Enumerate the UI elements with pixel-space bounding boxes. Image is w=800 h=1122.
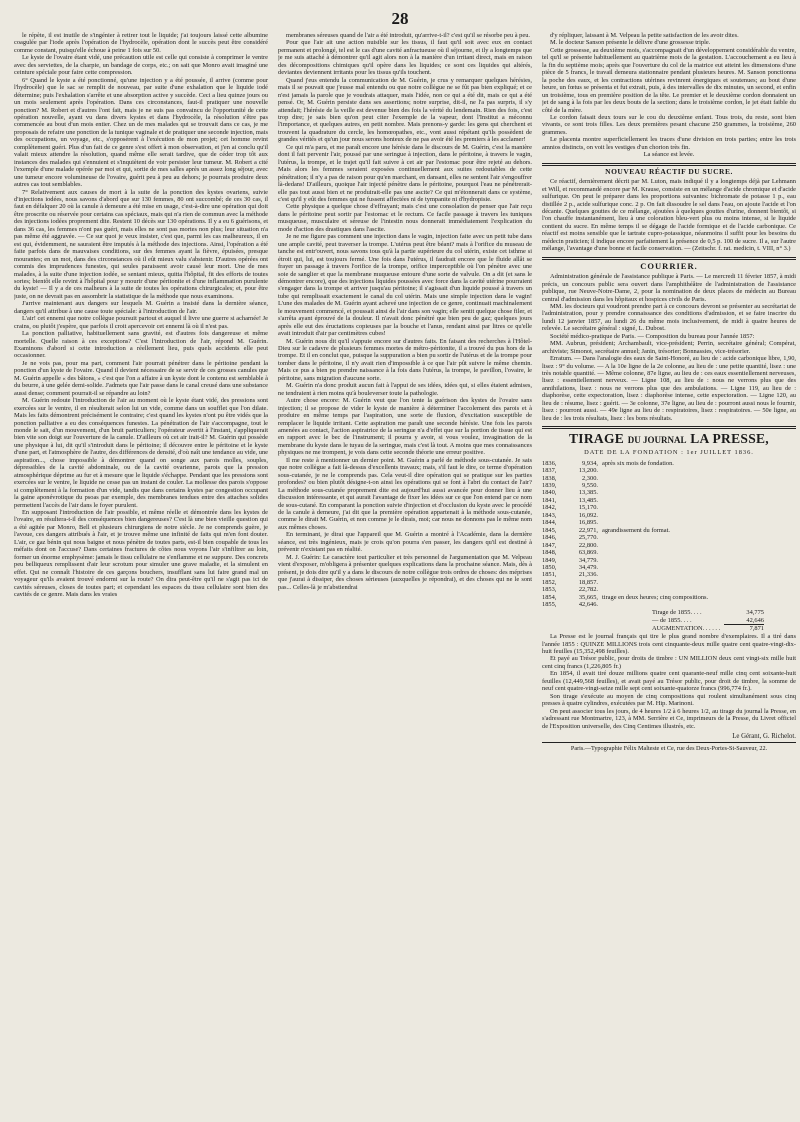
- courrier-heading: COURRIER.: [640, 260, 698, 271]
- tirage-summary: [542, 609, 796, 633]
- tirage-row: [542, 467, 796, 474]
- tirage-row: [542, 460, 796, 467]
- tirage-row: [542, 557, 796, 564]
- tirage-year: 1849,: [542, 556, 557, 564]
- tirage-title-b: DU JOURNAL: [627, 435, 687, 446]
- tirage-note: [602, 482, 796, 489]
- tirage-row: [542, 504, 796, 511]
- paragraph: Je ne me figure pas comment une injection dans le vagin, injection faite avec un petit tube dans une ample cavité, peut traverser la trompe. L'utérus peut être béant? mais à l'orifice du museau de tanche est entr'ouvert, nous savons tous qu'à la partie supérieure du col utérin, existe cet isthme si étroit qui, lui, est toujours fermé. Une fois dans l'utérus, il faudrait encore que le fluide allât se frayer un passage à travers l'orifice de la trompe, orifice imperceptible où l'on pénètre avec une soie de sanglier et que la membrane muqueuse entoure d'une sorte de valvule. On a dit (et sans le démontrer encore), que des injections liquides poussées avec force dans la cavité utérine pourraient s'engager dans la trompe et arriver jusqu'au péritoine; il s'agissait d'un liquide poussé à travers un tube qui remplissait exactement le canal du col utérin. Mais une simple injection dans le vagin! L'une des malades de M. Guérin ayant achevé une injection de ce genre, continuait machinalement le mouvement commencé, et poussait ainsi de l'air dans son vagin; elle sentit quelque chose filer, et s'arrêta ayant éprouvé de la douleur. Il n'avait donc pénétré que bien peu de gaz; quelques jours après elle eut des éructations copieuses par la bouche et l'anus, rendant ainsi par litres ce qu'elle avait introduit d'air par centimètres cubes!: [278, 233, 532, 338]
- tirage-row: [542, 542, 796, 549]
- augmentation-line: [652, 625, 796, 633]
- summary-label: Tirage de 1855. . . .: [652, 608, 702, 616]
- tirage-row: [542, 586, 796, 593]
- paragraph: J'arrive maintenant aux dangers sur lesquels M. Guérin a insisté dans la dernière séance, dangers qu'il attribue à une cause toute spéciale: à l'introduction de l'air.: [14, 300, 268, 315]
- tirage-row: [542, 497, 796, 504]
- tirage-year: 1855,: [542, 601, 557, 609]
- paragraph: 6° Quand le kyste a été ponctionné, qu'une injection y a été poussée, il arrive (comme pour l'hydrocèle) que le sac se remplit de nouveau, par suite d'une exhalation que le liquide iodé détermine; puis l'exhalation s'arrête et une absorption active y succède. Ceci a lieu quinze jours ou un mois seulement après l'opération. Dans ces circonstances, faut-il pratiquer une nouvelle ponction? M. Robert et d'autres l'ont fait, mais je ne suis pas convaincu de l'opportunité de cette opération nouvelle, ayant vu dans divers kystes et dans l'hydrocèle, la résolution s'être pas commencée au bout d'un mois entier. Chez un de mes malades qui se trouvait dans ce cas, je me proposais de refaire une ponction de la tunique vaginale et de pratiquer une seconde injection, mais des occupations, un voyage, etc., s'opposèrent à l'exécution de mon projet; cet homme revint complètement guéri. Plus d'un fait de ce genre s'est offert à mon observation, et j'en ai conclu qu'il valait mieux attendre la résolution, quand même elle serait tardive, que de céder trop tôt aux instances des malades qui s'ennuient et s'inquiètent de voir persister leur tumeur. M. Robert a cité l'exemple d'une malade opérée par moi et qui, sortie de mes salles après un assez long séjour, avec une tumeur encore volumineuse de l'ovaire, guérit peu à peu au dehors; je pourrais produire deux autres cas tout semblables.: [14, 76, 268, 189]
- tirage-note: [602, 564, 796, 571]
- tirage-value: 35,665,: [578, 593, 598, 601]
- paragraph: En terminant, je dirai que l'appareil que M. Guérin a montré à l'Académie, dans la dernière séance, est très ingénieux, mais je crois qu'on pourra s'en passer, les dangers qu'il est destiné à prévenir n'existant pas en réalité.: [278, 531, 532, 554]
- tirage-paragraph: En 1854, il avait tiré douze millions quatre cent quarante-neuf mille cinq cent soixante-huit feuilles (12,449,568 feuilles), et avait payé au Trésor public, pour droit de timbre, la somme de neuf cent quatre-vingt-seize mille sept cent soixante-quatorze francs (996,774 fr.).: [542, 670, 796, 693]
- paragraph: Quand j'eus entendu la communication de M. Guérin, je crus y remarquer quelques hérésies, mais il se pouvait que j'eusse mal entendu ou que notre collègue ne se fût pas bien expliqué; et ce n'est jamais la parole que je voudrais attaquer, mais l'idée, non ce qui a été dit, mais ce qui a été pensé. Or, M. Guérin persiste dans ses assertions; notre surprise, dit-il, ne l'a pas surpris, il s'y attendait; l'hérésie de la veille est devenue bien des fois la vérité du lendemain. Rien des fois, c'est trop dire; je sais bien qu'on peut citer l'exemple de la vapeur, dont l'Institut a méconnu l'importance, et quelques autres, en petit nombre. Mais prenons-y garde: les gens qui cherchent et trouvent la quadrature du cercle, les homœopathes, etc., vont aussi répétant qu'ils possèdent de grandes vérités et qu'un jour nous serons honteux de ne pas avoir été les premiers à les acclamer!: [278, 76, 532, 144]
- paragraph: Ce qui m'a paru, et me paraît encore une hérésie dans le discours de M. Guérin, c'est la manière dont il fait pervenir l'air, poussé par une seringue à injection, dans le péritoine, à travers le vagin, l'utérus, la trompe, et le trajet qu'il fait suivre à cet air par l'estomac pour être rejeté au dehors. Mais alors les femmes seraient exposées continuellement aux suites redoutables de cette pénétration; il n'y a pas de raison pour qu'en marchant, en dansant, elles ne sentent l'air s'engouffrer là-dedans! D'ailleurs, quoique l'air injecté pénètre dans le péritoine, pourquoi l'eau ne pénétrerait-elle pas tout aussi bien et ne produirait-elle pas une ascite? Ce qui m'étonnerait dans ce système, c'est qu'il y eût des femmes qui ne fussent affectées ni de tympanite ni d'hydropisie.: [278, 143, 532, 203]
- tirage-value: 13,385.: [578, 489, 598, 497]
- paragraph: le répète, il est inutile de s'ingénier à retirer tout le liquide; j'ai toujours laissé cette albumine coagulée par l'iode après l'opération de l'hydrocèle, opération dont le succès peut être considéré comme constant, puisqu'elle échoue à peine 1 fois sur 50.: [14, 32, 268, 54]
- tirage-value: 34,779.: [578, 556, 598, 564]
- tirage-note: [602, 542, 796, 549]
- paragraph: En supposant l'introduction de l'air possible, et même réelle et démontrée dans les kystes de l'ovaire, en résultera-t-il des conséquences bien dangereuses? C'est là une bien vieille question qui a été agitée par Monro, Bell et plusieurs chirurgiens de notre siècle. Je ne comprends guère, je l'avoue, ces dangers attribués à l'air, et je trouve même une infinité de faits qui m'en font douter. L'air, ce gaz bénin qui nous baigne et nous pénètre de toutes parts, est-il bien coupable de tous les méfaits dont on l'accuse? Dans certaines fractures de côtes nous voyons l'air s'infiltrer au loin, former un énorme emphysème: jamais le tissu cellulaire ne s'enflamme et ne suppure. Des concrets peu belliqueux remplissent d'air leur scrotum pour simuler une grave maladie, et la simulent en effet. Qui ne connaît l'histoire de ces garçons bouchers, insufflant sans lui faire grand mal un voyageur qu'ils avaient trouvé endormi sur la route? On dira peut-être qu'il ne s'agit pas ici de cavités séreuses, closes de toutes part; et cependant les espaces du tissu cellulaire sont bien des cavités de ce genre. Mais dans les vraies: [14, 509, 268, 598]
- section-divider: [542, 426, 796, 429]
- tirage-subtitle: DATE DE LA FONDATION : 1er JUILLET 1836.: [584, 449, 754, 457]
- tirage-year: 1848,: [542, 549, 557, 557]
- imprint: Paris.—Typographie Félix Malteste et Ce, rue des Deux-Portes-St-Sauveur, 22.: [542, 742, 796, 752]
- paragraph: Il me reste à mentionner un dernier point. M. Guérin a parlé de méthode sous-cutanée. Je sais que notre collègue a fait là-dessus d'excellents travaux; mais, s'il faut le dire, ce terme d'opération sous-cutanée, je ne le comprends pas. Cela veut-il dire opération qui se pratique sur les parties profondes? ou bien plutôt désigne-t-on ainsi les opérations qui se font à l'abri du contact de l'air? La méthode sous-cutanée proprement dite est aujourd'hui aussi avancée pour donner lieu à une discussion intéressante, et qui aurait l'avantage de fixer les idées sur ce que l'on entend par ce nom de sous-cutané. En comparant la ponction suivie d'injection et d'occlusion du kyste avec le procédé de la canule à demeure, j'ai dit que la première opération appartenait à la méthode sous-cutanée, comme le dirait M. Guérin, et non comme je le dirais, moi; car nous ne donnons pas le même nom aux mêmes choses.: [278, 456, 532, 531]
- tirage-note: [602, 497, 796, 504]
- tirage-value: 25,770.: [578, 534, 598, 542]
- tirage-note: agrandissement du format.: [602, 526, 670, 534]
- tirage-row: [542, 534, 796, 541]
- reactif-heading: NOUVEAU RÉACTIF DU SUCRE.: [605, 166, 733, 176]
- tirage-value: 22,971,: [578, 526, 598, 534]
- tirage-value: 22,782.: [578, 586, 598, 594]
- tirage-row: [542, 475, 796, 482]
- courrier-item: Erratum. — Dans l'analogie des eaux de Saint-Honoré, au lieu de : acide carbonique libre, 1,90, lisez : 9° du volume. — A la 10e ligne de la 2e colonne, au lieu de : une petite quantité, lisez : une très notable quantité. — Même colonne, 87e ligne, au lieu de : ces eaux essentiellement nerveuses, lisez : essentiellement nerveux. — Ligne 108, au lieu de : nous ne verrons plus que des annihilations, lisez : nous ne verrons plus que des ambulations. — Ligne 119, au lieu de : diaphorèse, cette expectoration, lisez : diaphorèse intense, cette expectoration. — Ligne 120, au lieu de : résume, lisez : guérit. — 3e colonne, 37e ligne, au lieu de : pourront aussi nous le fournir, lisez : pourront aussi. — 49e ligne au lieu de : respiratoires, lisez : respiratoires. — 50e ligne, au lieu de : les trois résultats, lisez : les bons résultats.: [542, 355, 796, 422]
- tirage-row: [542, 482, 796, 489]
- tirage-year: 1837,: [542, 467, 557, 475]
- summary-value: 34,775: [746, 608, 764, 616]
- paragraph: M. Guérin redoute l'introduction de l'air au moment où le kyste étant vidé, des pressions sont exercées sur le ventre, il en résulterait selon lui un vide, comme dans un soufflet que l'on dilate. Mais les faits démontrent précisément le contraire; c'est quand les kystes n'ont pu être vidés que la ponction palliative a eu des conséquences funestes. La pénétration de l'air s'accompagne, tout le monde le sait, d'un mouvement, d'un bruit particuliers; l'opérateur avertit à l'instant, s'appliquerait bien vite son doigt sur l'ouverture de la canule. D'ailleurs où cet air irait-il? M. Guérin qui possède une physique à lui, dit qu'il s'introduit dans le péritoine; il découvre entre le péritoine et le kyste d'une part, et l'atmosphère de l'autre, des différences de densité, d'où naît une tendance au vide, une aspiration..., chose impossible à démontrer quand on songe aux parois molles, souples, dépressibles de la cavité abdominale, ou de la cavité ovarienne, parois que la pression atmosphérique déprime au fur et à mesure que le liquide s'échappe. Pendant que les pressions sont exercées sur le ventre, le liquide ne cesse pas un instant de couler. La mollesse des parois s'oppose si complètement à la formation d'un vide, tandis que dans certains kystes par congestion occupant la gaine aponévrotique du psoas par exemple, des membranes tendues entre des attaches solides permettent l'accès de l'air dans le foyer purulent.: [14, 397, 268, 509]
- summary-label: — de 1855. . . .: [652, 616, 692, 624]
- paragraph: Le placenta montre superficiellement les traces d'une division en trois parties; entre les trois amnios distincts, on voit les vestiges d'un chorion très fin.: [542, 136, 796, 151]
- tirage-note: [602, 519, 796, 526]
- section-divider: [542, 163, 796, 166]
- augmentation-label: AUGMENTATION. . . . . .: [652, 625, 721, 633]
- reactif-paragraph: Ce réactif, dernièrement décrit par M. Luton, mais indiqué il y a longtemps déjà par Lehmann et Will, et recommandé encore par M. Krause, consiste en un mélange d'acide chromique et d'acide sulfurique. On peut le préparer dans les proportions suivantes: bichromate de potasse 1 p., eau distillée 2 p., acide sulfurique conc. 2 p. On fait dissoudre le sel dans l'eau, on ajoute l'acide et l'on décante. Quelques gouttes de ce mélange, ajoutées à quelques gouttes d'urine, donnent bientôt, si l'on chauffe instantanément, lieu à une coloration bleu-vert plus ou moins intense, si le liquide contient du sucre. En même temps il se dégage de l'acide formique et de l'acide carbonique. Ce réactif est moins sensible que le tartrate cupro-potassique, néanmoins il suffit pour les besoins du médecin praticien; il indique encore parfaitement la présence de 0,5 p. 100 de sucre. Il a, sur l'autre mélange, l'avantage d'une bonne et facile conservation. — (Zeitschr. f. rat. medicin, t. VIII, n° 3.): [542, 178, 796, 253]
- paragraph: La séance est levée.: [643, 151, 695, 159]
- tirage-value: 63,869.: [578, 549, 598, 557]
- paragraph: d'y répliquer, laissant à M. Velpeau la petite satisfaction de les avoir dites.: [550, 32, 739, 39]
- paragraph: M. Guérin nous dit qu'il s'appuie encore sur d'autres faits. En faisant des recherches à l'Hôtel-Dieu sur le cadavre de plusieurs femmes mortes de métro-péritonite, il a trouvé du pus hors de la trompe. Et il en conclut que, puisque la suppuration a bien pu sortir de l'utérus et de la trompe pour tomber dans le péritoine, il n'y avait rien d'impossible à ce que l'air pût suivre le même chemin. Mais ce pus a bien pu prendre naissance à la fois dans l'utérus, la trompe, le pavillon, l'ovaire, le péritoine, sans migration d'aucune sorte.: [278, 337, 532, 382]
- paragraph: 7° Relativement aux causes de mort à la suite de la ponction des kystes ovariens, suivie d'injections iodées, nous savons d'abord que sur 130 femmes, 80 ont succombé; de ces 30 cas, il faut en défalquer 20 où la canule à demeure a été mise en usage, c'est-à-dire une opération qui doit être proscrite ou réservée pour certains cas spéciaux, mais qui n'a rien de commun avec la méthode des injections iodées proprement dite. Restent 10 décès sur 130 opérations. Il y a eu 6 guérisons, et dans 36 cas, les femmes n'ont pas guéri, mais elles ne sont pas mortes non plus; leur situation n'a pas même été aggravée. — Ce sur quoi je veux insister, c'est que, parmi les cas malheureux, il en est qui, évidemment, ne sauraient être imputés à la méthode des injections. Ainsi, l'opération a été faite parfois dans de mauvaises conditions, sur des femmes ayant la fièvre, épuisées, presque mourantes; en un mot, dans des circonstances où il eût mieux valu s'abstenir. D'autres opérées ont commis des imprudences funestes, qui seules paraissent avoir causé leur mort. Une de mes malades, à la suite d'une injection iodée, se sentant mieux, quitta l'hôpital, fit des efforts de toutes sortes; bientôt elle revint à l'hôpital pour y mourir d'une péritonite et d'une inflammation purulente du kyste! — Il y a de ces malheurs à la suite de toutes les opérations chirurgicales; et, pour être juste, on ne devrait pas en assombrir la statistique de la méthode que nous examinons.: [14, 188, 268, 300]
- courrier-item: Administration générale de l'assistance publique à Paris. — Le mercredi 11 février 1857, à midi précis, un concours public sera ouvert dans l'amphithéâtre de l'administration de l'assistance publique, rue Neuve-Notre-Dame, 2, pour la nomination de deux places de médecin au Bureau central d'admission dans les hôpitaux et hospices civils de Paris.: [542, 273, 796, 303]
- tirage-note: [602, 534, 796, 541]
- tirage-row: [542, 594, 796, 601]
- tirage-note: [602, 557, 796, 564]
- paragraph: Le cordon faisait deux tours sur le cou du deuxième enfant. Tous trois, du reste, sont bien vivants, ce sont trois filles. Les deux premières pesant chacune 250 grammes, la troisième, 260 grammes.: [542, 113, 796, 136]
- paragraph: M. le docteur Sanson présente le délivre d'une grossesse triple.: [550, 39, 711, 47]
- tirage-value: 13,485.: [578, 496, 598, 504]
- tirage-table: [542, 460, 796, 609]
- tirage-year: 1838,: [542, 474, 557, 482]
- tirage-row: [542, 489, 796, 496]
- paragraph: Le kyste de l'ovaire étant vidé, une précaution utile est celle qui consiste à comprimer le ventre avec des serviettes, de la charpie, un bandage de corps, etc.; on sait que Monro avait imaginé une ceinture spéciale pour faire cette compression.: [14, 54, 268, 77]
- tirage-year: 1841,: [542, 496, 557, 504]
- tirage-value: 2,300.: [582, 474, 598, 482]
- tirage-year: 1854,: [542, 593, 557, 601]
- tirage-year: 1843,: [542, 511, 557, 519]
- tirage-row: [542, 549, 796, 556]
- courrier-item: Société médico-pratique de Paris. — Composition du bureau pour l'année 1857:: [550, 332, 755, 340]
- tirage-note: [602, 504, 796, 511]
- tirage-row: [542, 601, 796, 608]
- tirage-row: [542, 519, 796, 526]
- signature: Le Gérant, G. Richelot.: [732, 733, 796, 740]
- tirage-note: tirage en deux heures; cinq compositions.: [602, 593, 709, 601]
- tirage-value: 9,550.: [582, 482, 598, 490]
- tirage-title-c: LA PRESSE,: [690, 431, 769, 447]
- tirage-row: [542, 571, 796, 578]
- tirage-note: [602, 601, 796, 608]
- tirage-title-a: TIRAGE: [569, 431, 625, 447]
- tirage-note: [602, 475, 796, 482]
- tirage-paragraph: La Presse est le journal français qui tire le plus grand nombre d'exemplaires. Il a tiré dans l'année 1855 : QUINZE MILLIONS trois cent cinquante-deux mille quatre cent quatre-vingt-dix-huit feuilles (15,352,498 feuilles).: [542, 633, 796, 656]
- page-number: 28: [391, 9, 409, 28]
- tirage-value: 15,170.: [578, 504, 598, 512]
- tirage-value: 13,200.: [578, 467, 598, 475]
- tirage-year: 1846,: [542, 534, 557, 542]
- tirage-note: [602, 586, 796, 593]
- tirage-paragraph: On peut associer tous les jours, de 4 heures 1/2 à 6 heures 1/2, au tirage du journal la Presse, en s'adressant rue Montmartre, 123, à MM. Serrière et Ce, imprimeurs de la Presse, du Livret officiel de l'Exposition universelle, des Cinq Centimes illustrés, etc.: [542, 707, 796, 730]
- tirage-year: 1853,: [542, 586, 557, 594]
- column-1: [14, 32, 268, 753]
- tirage-year: 1851,: [542, 571, 557, 579]
- tirage-note: [602, 467, 796, 474]
- tirage-value: 22,800.: [578, 541, 598, 549]
- tirage-year: 1840,: [542, 489, 557, 497]
- column-2: [278, 32, 532, 753]
- tirage-year: 1842,: [542, 504, 557, 512]
- tirage-value: 9,934,: [582, 459, 598, 467]
- tirage-value: 18,857.: [578, 578, 598, 586]
- courrier-item: MM. les docteurs qui voudront prendre part à ce concours devront se présenter au secrétariat de l'administration, pour y prendre connaissance des conditions d'admission, et se faire inscrire du lundi 12 janvier 1857, au lundi 26 du même mois inclusivement, de midi à quatre heures de relevée. Le secrétaire général : signé, L. Dubost.: [542, 302, 796, 333]
- tirage-note: [602, 512, 796, 519]
- tirage-value: 34,479.: [578, 564, 598, 571]
- tirage-note: [602, 489, 796, 496]
- tirage-note: [602, 571, 796, 578]
- paragraph: L'air! cet ennemi que notre collègue poursuit partout et auquel il livre une guerre si acharnée! Je crains, ou plutôt j'espère, que parfois il croit apercevoir cet ennemi là où il n'est pas.: [14, 315, 268, 330]
- section-divider: [542, 257, 796, 260]
- summary-value: 42,646: [724, 617, 764, 626]
- tirage-row: [542, 564, 796, 571]
- summary-line: [652, 617, 796, 626]
- paragraph: M. Guérin n'a donc produit aucun fait à l'appui de ses idées, idées qui, si elles étaient admises, ne tendraient à rien moins qu'à bouleverser toute la pathologie.: [278, 382, 532, 397]
- columns: [14, 32, 796, 753]
- paragraph: M. J. Guérin: Le caractère tout particulier et très personnel de l'argumentation que M. Velpeau vient d'exposer, m'obligera à présenter quelques explications dans la prochaine séance. Mais, dès à présent, je dois dire qu'il y a dans le discours de notre collègue trois ordres de choses: des méprises que j'aurai à dissiper, des choses sérieuses (auxquelles je répondrai), et des choses qui ne le sont pas... Celles-là je m'abstiendrai: [278, 553, 532, 591]
- tirage-paragraph: Son tirage s'exécute au moyen de cinq compositions qui roulent simultanément sous cinq presses à quatre cylindres, exécutées par M. Hip. Marinoni.: [542, 692, 796, 708]
- augmentation-value: 7,871: [749, 625, 764, 633]
- tirage-year: 1836,: [542, 459, 557, 467]
- tirage-note: [602, 549, 796, 556]
- tirage-note: [602, 579, 796, 586]
- summary-line: [652, 609, 796, 617]
- tirage-value: 16,092.: [578, 511, 598, 519]
- tirage-heading: [542, 431, 796, 448]
- tirage-value: 21,336.: [578, 571, 598, 579]
- tirage-year: 1839,: [542, 482, 557, 490]
- tirage-value: 42,646.: [578, 601, 598, 609]
- tirage-value: 16,895.: [578, 519, 598, 527]
- paragraph: La ponction palliative, habituellement sans gravité, est d'autres fois dangereuse et même mortelle. Quelle raison à ces exceptions? C'est l'introduction de l'air, répond M. Guérin. Examinons d'abord si cette introduction a réellement lieu, puis quels accidents elle peut occasionner.: [14, 330, 268, 360]
- tirage-paragraph: Et payé au Trésor public, pour droits de timbre : UN MILLION deux cent vingt-six mille huit cent cinq francs (1,226,805 fr.): [542, 655, 796, 670]
- paragraph: Cette grossesse, au deuxième mois, s'accompagnait d'un développement considérable du ventre, tel qu'il se présente habituellement au quatrième mois de la gestation. L'accouchement a eu lieu à la fin du septième mois; après que l'ouverture du col de la matrice eut atteint les dimensions d'une pièce de 5 francs, le travail demeura stationnaire pendant plusieurs heures. M. Sanson ponctionna la poche des eaux, et les contractions utérines revinrent énergiques et soutenues; au bout d'une heure, un fœtus se présenta et fut extrait, puis, à des intervalles de dix minutes, un second, et enfin un troisième, tous en première position de la tête. Le premier et le deuxième cordon donnaient un jet de sang à la fois par les deux bouts de la section; dans le troisième cordon, le jet était faible du côté de la mère.: [542, 46, 796, 114]
- courrier-item: MM. Aubrun, président; Archambault, vice-président; Perrin, secrétaire général; Compérat, archiviste; Simonot, secrétaire annuel; Janin, trésorier; Bonnassies, vice-trésorier.: [542, 340, 796, 355]
- tirage-year: 1847,: [542, 541, 557, 549]
- paragraph: Je ne vois pas, pour ma part, comment l'air pourrait pénétrer dans le péritoine pendant la ponction d'un kyste de l'ovaire. Quand il devient nécessaire de se servir de ces grosses canules que M. Guérin appelle « des bâtons, » c'est que l'on a affaire à un kyste dont le contenu est semblable à du beurre, à une gelée demi-solide. J'admets que l'air passe dans le canal creusé dans une substance aussi dense; comment pourrait-il se répandre au loin?: [14, 359, 268, 397]
- paragraph: Autre chose encore: M. Guérin veut que l'on tente la guérison des kystes de l'ovaire sans injection; il se propose de vider le kyste de manière à déterminer l'accolement des parois et à produire en même temps par l'aspiration, une sorte de fluxion, d'excitation susceptible de remplacer le liquide irritant. Cette aspiration me paraît une seconde hérésie. Une fois les parois amenées au contact, l'action aspiratrice de la seringue n'a d'effet que sur la portion de tissue qui est en rapport avec le bec de l'instrument; il pourra y avoir, si vous voulez, invagination de la membrane du kyste dans le tuyau de la seringue, mais c'est là tout. A moins que mes connaissances physiques ne me trompent, je vois dans cette seconde théorie une erreur positive.: [278, 397, 532, 457]
- paragraph: Pour que l'air ait une action nuisible sur les tissus, il faut qu'il soit avec eux en contact permanent et prolongé, tel est le cas d'une cavité anfractueuse où il séjourne, et ily a longtemps que je me suis attaché à démontrer qu'il agit alors non à la manière d'un irritant direct, mais en raison des décompositions chimiques qu'il opère dans les liquides; ce sont ces liquides qui altérés, deviantes deviennent irritants pour les tissus qu'ils touchent.: [278, 39, 532, 77]
- tirage-year: 1844,: [542, 519, 557, 527]
- tirage-year: 1850,: [542, 564, 557, 571]
- paragraph: membranes séreuses quand de l'air a été introduit, qu'arrive-t-il? c'est qu'il se résorbe peu à peu.: [286, 32, 530, 39]
- tirage-row: [542, 579, 796, 586]
- tirage-row: [542, 527, 796, 534]
- tirage-year: 1852,: [542, 578, 557, 586]
- column-3: [542, 32, 796, 753]
- tirage-year: 1845,: [542, 526, 557, 534]
- paragraph: Cette physique a quelque chose d'effrayant; mais c'est une consolation de penser que l'air reçu dans le péritoine peut sortir par l'estomac et le rectum. Ce facile passage à travers les tuniques musqueuse, musculaire et séreuse de l'intestin nous donnerait immédiatement l'explication du mode d'action des drastiques dans l'ascite.: [278, 203, 532, 233]
- tirage-row: [542, 512, 796, 519]
- tirage-note: après six mois de fondation.: [602, 459, 674, 467]
